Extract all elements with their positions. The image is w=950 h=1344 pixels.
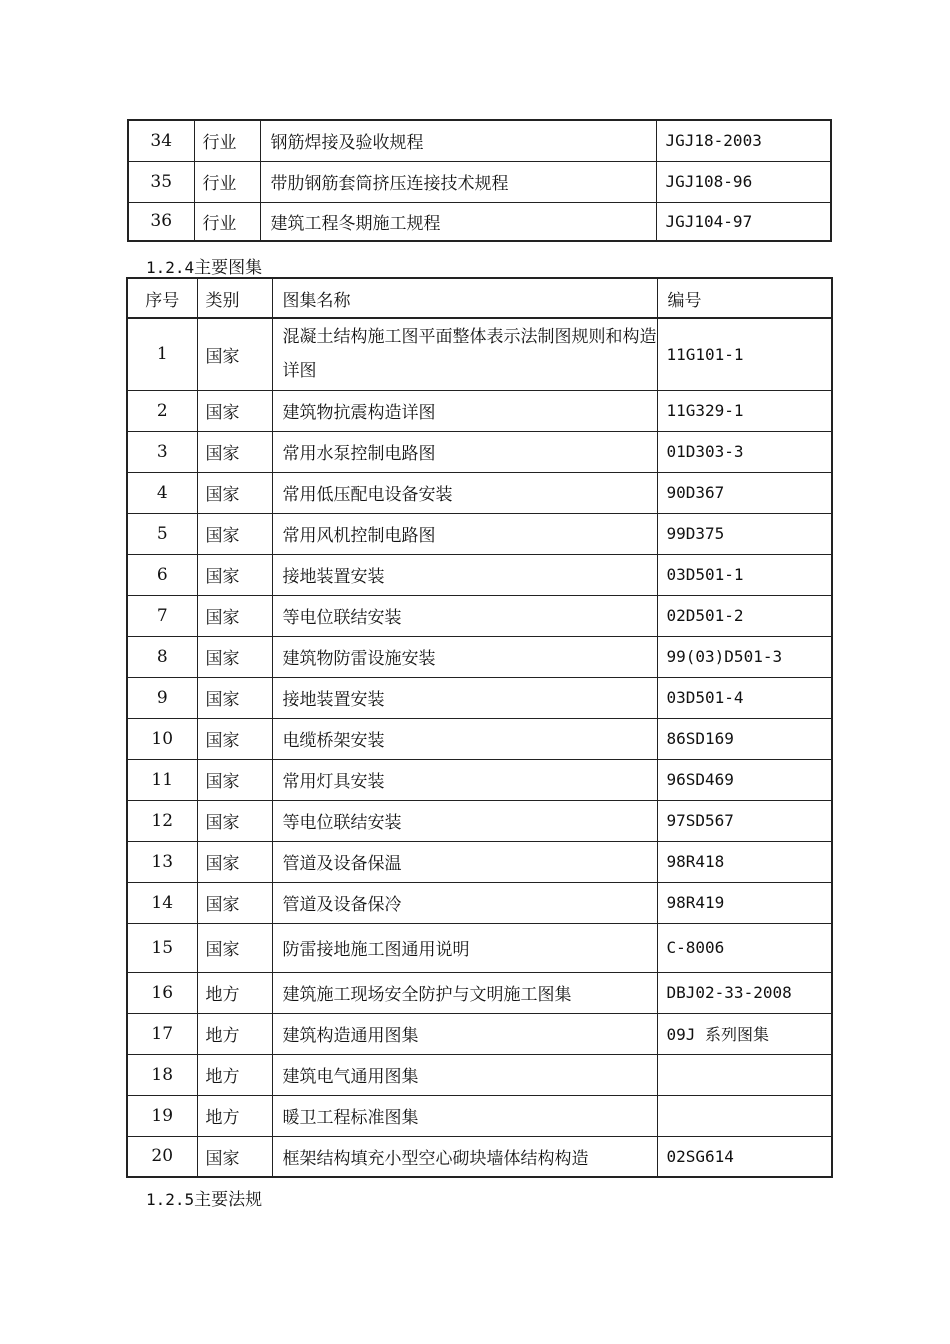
table-row xyxy=(127,882,832,923)
table-row xyxy=(128,202,831,241)
section-title: 主要图集 xyxy=(194,258,263,278)
row-code: 96SD469 xyxy=(657,759,832,800)
row-category: 地方 xyxy=(197,972,272,1013)
row-code: 98R418 xyxy=(657,841,832,882)
row-category: 国家 xyxy=(197,718,272,759)
table-row xyxy=(127,841,832,882)
row-code: 11G329-1 xyxy=(657,390,832,431)
row-name: 管道及设备保温 xyxy=(272,841,657,882)
row-number: 8 xyxy=(127,636,197,677)
row-code: JGJ108-96 xyxy=(656,161,831,202)
header-row xyxy=(127,278,832,318)
row-name: 接地装置安装 xyxy=(272,677,657,718)
header-code: 编号 xyxy=(657,278,832,318)
row-category: 国家 xyxy=(197,882,272,923)
row-category: 国家 xyxy=(197,677,272,718)
row-number: 18 xyxy=(127,1054,197,1095)
row-name: 带肋钢筋套筒挤压连接技术规程 xyxy=(260,161,656,202)
table-row xyxy=(127,800,832,841)
row-code xyxy=(657,1054,832,1095)
row-name: 电缆桥架安装 xyxy=(272,718,657,759)
row-code: 01D303-3 xyxy=(657,431,832,472)
row-code: 02SG614 xyxy=(657,1136,832,1177)
row-number: 15 xyxy=(127,923,197,972)
row-category: 国家 xyxy=(197,513,272,554)
row-name: 建筑电气通用图集 xyxy=(272,1054,657,1095)
row-number: 2 xyxy=(127,390,197,431)
row-name: 混凝土结构施工图平面整体表示法制图规则和构造详图 xyxy=(272,318,657,390)
row-number: 3 xyxy=(127,431,197,472)
row-code: 98R419 xyxy=(657,882,832,923)
row-number: 17 xyxy=(127,1013,197,1054)
table-row xyxy=(127,595,832,636)
table-row xyxy=(127,318,832,390)
row-code: 09J 系列图集 xyxy=(657,1013,832,1054)
row-code: 99D375 xyxy=(657,513,832,554)
table-row xyxy=(127,923,832,972)
row-number: 11 xyxy=(127,759,197,800)
row-number: 5 xyxy=(127,513,197,554)
row-number: 16 xyxy=(127,972,197,1013)
row-name: 框架结构填充小型空心砌块墙体结构构造 xyxy=(272,1136,657,1177)
table-row xyxy=(128,120,831,161)
row-category: 国家 xyxy=(197,841,272,882)
row-number: 13 xyxy=(127,841,197,882)
table-row xyxy=(127,972,832,1013)
row-code: 97SD567 xyxy=(657,800,832,841)
row-code: 90D367 xyxy=(657,472,832,513)
row-number: 14 xyxy=(127,882,197,923)
table-row xyxy=(127,677,832,718)
row-number: 9 xyxy=(127,677,197,718)
table-row xyxy=(127,718,832,759)
row-number: 34 xyxy=(128,120,194,161)
row-category: 国家 xyxy=(197,1136,272,1177)
row-code: 86SD169 xyxy=(657,718,832,759)
row-name: 建筑构造通用图集 xyxy=(272,1013,657,1054)
row-name: 建筑施工现场安全防护与文明施工图集 xyxy=(272,972,657,1013)
row-category: 国家 xyxy=(197,554,272,595)
row-category: 行业 xyxy=(194,120,260,161)
table-row xyxy=(128,161,831,202)
row-number: 4 xyxy=(127,472,197,513)
row-name: 接地装置安装 xyxy=(272,554,657,595)
row-name: 暖卫工程标准图集 xyxy=(272,1095,657,1136)
row-name: 常用低压配电设备安装 xyxy=(272,472,657,513)
row-category: 行业 xyxy=(194,202,260,241)
table-row xyxy=(127,390,832,431)
row-name: 建筑物防雷设施安装 xyxy=(272,636,657,677)
row-code: JGJ104-97 xyxy=(656,202,831,241)
section-number: 1.2.5 xyxy=(146,1190,195,1209)
row-category: 地方 xyxy=(197,1054,272,1095)
row-number: 1 xyxy=(127,318,197,390)
row-category: 行业 xyxy=(194,161,260,202)
row-number: 36 xyxy=(128,202,194,241)
section-number: 1.2.4 xyxy=(146,258,195,277)
row-number: 7 xyxy=(127,595,197,636)
table-row xyxy=(127,1013,832,1054)
header-no: 序号 xyxy=(127,278,197,318)
row-number: 10 xyxy=(127,718,197,759)
row-category: 国家 xyxy=(197,431,272,472)
row-name: 等电位联结安装 xyxy=(272,595,657,636)
table-row xyxy=(127,1136,832,1177)
table-row xyxy=(127,636,832,677)
row-name: 常用水泵控制电路图 xyxy=(272,431,657,472)
table-row xyxy=(127,1095,832,1136)
table-row xyxy=(127,513,832,554)
table-row xyxy=(127,472,832,513)
row-name: 常用灯具安装 xyxy=(272,759,657,800)
atlases-table xyxy=(126,277,833,1178)
row-code: JGJ18-2003 xyxy=(656,120,831,161)
row-code: 03D501-1 xyxy=(657,554,832,595)
row-category: 国家 xyxy=(197,390,272,431)
table-row xyxy=(127,554,832,595)
row-name: 建筑工程冬期施工规程 xyxy=(260,202,656,241)
row-code xyxy=(657,1095,832,1136)
row-name: 等电位联结安装 xyxy=(272,800,657,841)
section-title: 主要法规 xyxy=(194,1190,263,1210)
row-category: 国家 xyxy=(197,472,272,513)
header-category: 类别 xyxy=(197,278,272,318)
row-number: 6 xyxy=(127,554,197,595)
row-category: 地方 xyxy=(197,1095,272,1136)
header-name: 图集名称 xyxy=(272,278,657,318)
row-category: 国家 xyxy=(197,800,272,841)
row-code: DBJ02-33-2008 xyxy=(657,972,832,1013)
row-code: C-8006 xyxy=(657,923,832,972)
row-category: 国家 xyxy=(197,595,272,636)
row-name: 钢筋焊接及验收规程 xyxy=(260,120,656,161)
row-category: 地方 xyxy=(197,1013,272,1054)
row-category: 国家 xyxy=(197,923,272,972)
row-code: 02D501-2 xyxy=(657,595,832,636)
row-name: 防雷接地施工图通用说明 xyxy=(272,923,657,972)
row-number: 35 xyxy=(128,161,194,202)
row-name: 常用风机控制电路图 xyxy=(272,513,657,554)
row-category: 国家 xyxy=(197,759,272,800)
row-category: 国家 xyxy=(197,318,272,390)
row-name: 管道及设备保冷 xyxy=(272,882,657,923)
row-number: 19 xyxy=(127,1095,197,1136)
row-number: 20 xyxy=(127,1136,197,1177)
section-heading-main-regulations xyxy=(146,1185,262,1210)
row-category: 国家 xyxy=(197,636,272,677)
row-code: 99(03)D501-3 xyxy=(657,636,832,677)
table-row xyxy=(127,1054,832,1095)
table-row xyxy=(127,431,832,472)
row-name: 建筑物抗震构造详图 xyxy=(272,390,657,431)
table-row xyxy=(127,759,832,800)
standards-table-continued xyxy=(127,119,832,242)
section-heading-main-atlases xyxy=(146,253,262,278)
row-code: 11G101-1 xyxy=(657,318,832,390)
row-code: 03D501-4 xyxy=(657,677,832,718)
row-number: 12 xyxy=(127,800,197,841)
